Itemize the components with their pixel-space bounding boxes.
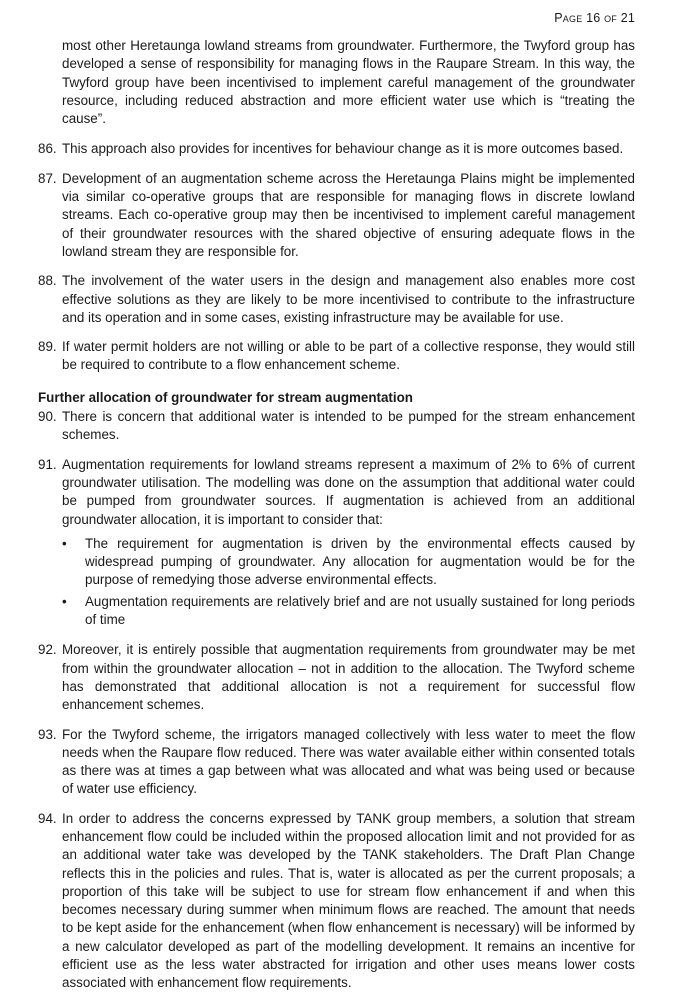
paragraph-text: Moreover, it is entirely possible that augmentation requirements from groundwater may be met from within the groundwater allocation – not in addition to the allocation. The Twyford scheme has demonstrated that additional allocation is not a requirement for successful flow enhancement schemes.: [62, 642, 635, 713]
numbered-paragraph-90: [38, 408, 635, 445]
numbered-paragraph-91: [38, 456, 635, 529]
page-of-label: of: [604, 11, 617, 25]
numbered-paragraph-89: [38, 338, 635, 375]
paragraph-text: For the Twyford scheme, the irrigators managed collectively with less water to meet the flow needs when the Raupare flow reduced. There was water available either within consented totals as there was at times a gap between what was allocated and what was being used or because of water use efficiency.: [62, 726, 635, 797]
paragraph-number: 91.: [38, 456, 57, 472]
paragraph-text: There is concern that additional water is intended to be pumped for the stream enhancement schemes.: [62, 409, 635, 443]
bullet-glyph: •: [62, 535, 67, 551]
list-item: [38, 535, 635, 590]
bullet-glyph: •: [62, 593, 67, 609]
numbered-paragraph-94: [38, 810, 635, 993]
paragraph-number: 90.: [38, 409, 57, 425]
bullet-text: Augmentation requirements are relatively brief and are not usually sustained for long periods of time: [85, 593, 635, 628]
paragraph-text: The involvement of the water users in the design and management also enables more cost effective solutions as they are likely to be more incentivised to contribute to the infrastructure and its operation and in some cases, existing infrastructure may be available for use.: [62, 273, 635, 325]
section-heading: Further allocation of groundwater for stream augmentation: [38, 389, 413, 405]
numbered-paragraph-87: [38, 170, 635, 261]
bullet-list: [38, 535, 635, 629]
numbered-paragraph-93: [38, 726, 635, 799]
page-label: Page: [554, 11, 583, 25]
document-body: [38, 37, 635, 1004]
paragraph-text: Development of an augmentation scheme across the Heretaunga Plains might be implemented via similar co-operative groups that are responsible for managing flows in discrete lowland streams. Each co-operative group may then be incentivised to implement careful management of their groundwater resources with the shared objective of ensuring adequate flows in the lowland stream they are responsible for.: [62, 170, 635, 259]
paragraph-number: 88.: [38, 273, 57, 289]
bullet-text: The requirement for augmentation is driven by the environmental effects caused by widespread pumping of groundwater. Any allocation for augmentation would be for the purpose of remedying those adverse environmental effects.: [85, 535, 635, 588]
numbered-paragraph-88: [38, 272, 635, 327]
paragraph-text: Augmentation requirements for lowland streams represent a maximum of 2% to 6% of current groundwater utilisation. The modelling was done on the assumption that additional water could be pumped from groundwater sources. If augmentation is achieved from an additional groundwater allocation, it is important to consider that:: [62, 456, 635, 527]
list-item: [38, 593, 635, 630]
paragraph-text: In order to address the concerns expressed by TANK group members, a solution that stream enhancement flow could be included within the proposed allocation limit and not provided for as an additional water take was developed by the TANK stakeholders. The Draft Plan Change reflects this in the policies and rules. That is, water is allocated as per the current proposals; a proportion of this take will be subject to use for stream flow enhancement if and when this becomes necessary during summer when minimum flows are reached. The amount that needs to be kept aside for the enhancement (when flow enhancement is necessary) will be informed by a new calculator developed as part of the modelling development. It remains an incentive for efficient use as the less water abstracted for irrigation and other uses means lower costs associated with enhancement flow requirements.: [62, 810, 635, 991]
numbered-paragraph-92: [38, 641, 635, 714]
paragraph-number: 92.: [38, 642, 57, 658]
continued-paragraph: most other Heretaunga lowland streams from groundwater. Furthermore, the Twyford group has developed a sense of responsibility for managing flows in the Raupare Stream. In this way, the Twyford group have been incentivised to implement careful management of the groundwater resource, including reduced abstraction and more efficient water use which is “treating the cause”.: [62, 38, 635, 127]
paragraph-text: This approach also provides for incentives for behaviour change as it is more outcomes based.: [62, 141, 624, 157]
paragraph-number: 86.: [38, 141, 57, 157]
paragraph-text: If water permit holders are not willing or able to be part of a collective response, they would still be required to contribute to a flow enhancement scheme.: [62, 339, 635, 373]
paragraph-number: 87.: [38, 170, 57, 186]
paragraph-number: 93.: [38, 726, 57, 742]
page-total: 21: [620, 11, 635, 25]
paragraph-number: 89.: [38, 339, 57, 355]
page-number: 16: [586, 11, 601, 25]
numbered-paragraph-86: [38, 140, 635, 158]
paragraph-number: 94.: [38, 810, 57, 826]
page-number-header: [554, 11, 635, 25]
